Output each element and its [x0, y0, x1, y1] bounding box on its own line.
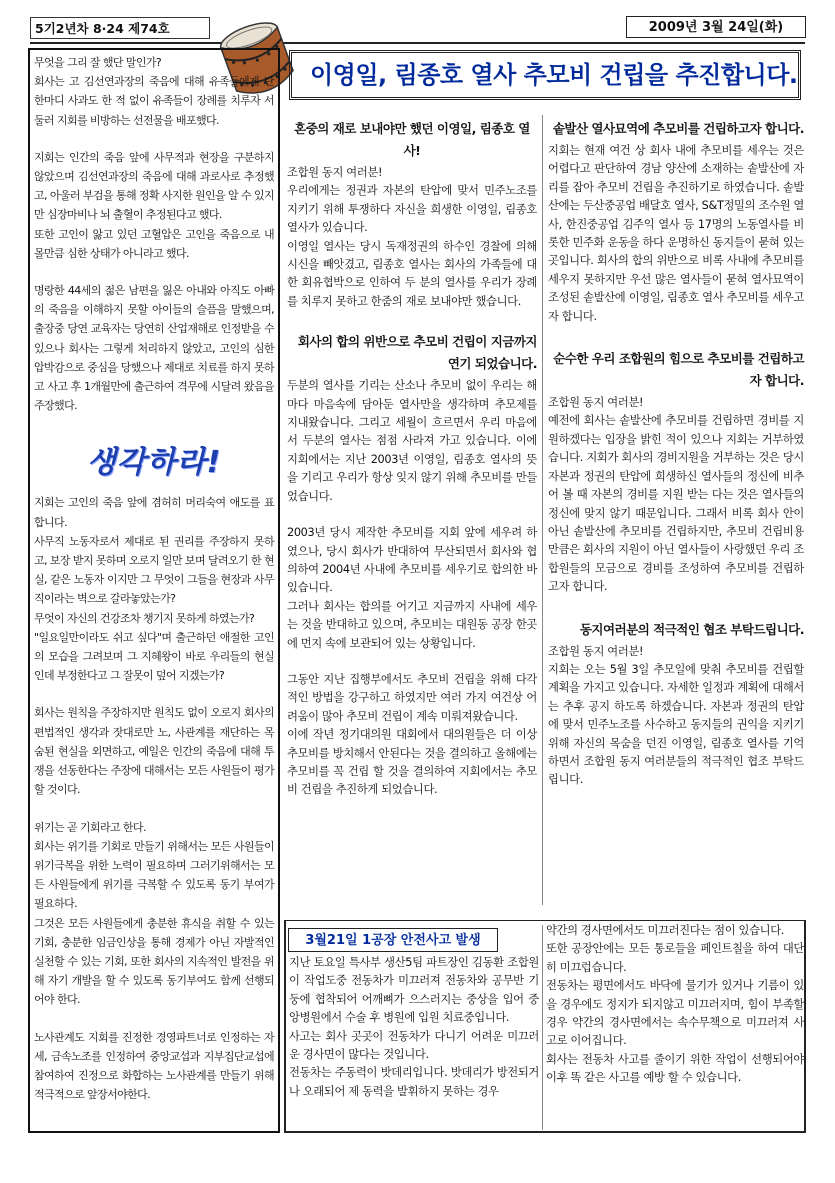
mid1-1: 우리에게는 정권과 자본의 탄압에 맞서 민주노조를 지키기 위해 투쟁하다 자신을 희생한 이영일, 림종호 열사가 있습니다. — [287, 184, 537, 235]
left-b-1: 사무직 노동자로서 제대로 된 권리를 주장하지 못하고, 보장 받지 못하며 오로지 일만 보며 달려오기 한 현실, 같은 노동자 이지만 그 무엇이 그들을 현장과 사무직이라는 벽으로 갈라놓았는가? — [34, 534, 274, 606]
left-b-7: 위기는 곧 기회라고 한다. — [34, 820, 146, 834]
think-banner: 생각하라! — [86, 445, 222, 481]
acc-right-0: 약간의 경사면에서도 미끄러진다는 점이 있습니다. — [546, 924, 785, 937]
left-column — [34, 53, 274, 1104]
right-heading-3: 동지여러분의 적극적인 협조 부탁드립니다. — [579, 621, 804, 637]
issue-date: 2009년 3월 24일(화) — [626, 16, 806, 38]
mid2-3: 그러나 회사는 합의를 어기고 지금까지 사내에 세우는 것을 반대하고 있으며, 추모비는 대원동 공장 한곳에 먼지 속에 보관되어 있는 상황입니다. — [287, 599, 537, 650]
left-paragraphs-a — [34, 53, 274, 415]
right-body-3 — [548, 643, 804, 790]
mid2-2: 2003년 당시 제작한 추모비를 지회 앞에 세우려 하였으나, 당시 회사가 반대하여 무산되면서 회사와 협의하여 2004년 사내에 추모비를 세우기로 합의한 바 있습니다. — [287, 526, 537, 595]
left-a-0: 무엇을 그리 잘 했단 말인가? — [34, 56, 162, 69]
left-a-3: 지회는 인간의 죽음 앞에 사무적과 현장을 구분하지 않았으며 김선연과장의 죽음에 대해 과로사로 추정했고, 아울러 부검을 통해 정확 사지한 원인을 알 수 있지만 심장마비나 뇌 출혈이 추정된다고 했다. — [34, 150, 274, 222]
left-b-5: 회사는 원칙을 주장하지만 원칙도 없이 오로지 회사의 편법적인 생각과 잣대로만 노, 사관계를 재단하는 목숨된 현실을 외면하고, 예일은 인간의 죽음에 대해 투쟁을 선동한다는 주장에 대해서는 모든 사원들이 평가 할 것이다. — [34, 706, 274, 797]
acc-left-2: 전동차는 주동력이 밧데리입니다. 밧데리가 방전되거나 오래되어 제 동력을 발휘하지 못하는 경우 — [289, 1066, 539, 1098]
middle-heading-2: 회사의 합의 위반으로 추모비 건립이 지금까지 연기 되었습니다. — [297, 334, 537, 372]
left-b-8: 회사는 위기를 기회로 만들기 위해서는 모든 사원들이 위기극복을 위한 노력이 필요하며 그러기위해서는 모든 사원들에게 위기를 극복할 수 있도록 동기 부여가 필요하다. — [34, 839, 274, 911]
accident-divider — [542, 925, 543, 1130]
accident-body-left — [289, 954, 539, 1101]
right-body-2 — [548, 394, 804, 596]
acc-left-0: 지난 토요일 특사부 생산5팀 파트장인 김동환 조합원이 작업도중 전동차가 미끄러져 전동차와 공무반 기둥에 협착되어 어깨뼈가 으스러지는 중상을 입어 중앙병원에서 수술 후 병원에 입원 치료중입니다. — [289, 956, 539, 1025]
left-b-0: 지회는 고인의 죽음 앞에 겸허히 머리숙여 애도를 표합니다. — [34, 496, 274, 529]
accident-body-right — [546, 922, 804, 1088]
left-b-9: 그것은 모든 사원들에게 충분한 휴식을 취할 수 있는 기회, 충분한 임금인상을 통해 경제가 아닌 자발적인 실천할 수 있는 기회, 또한 회사의 지속적인 발전을 위해 자기 개발을 할 수 있도록 동기부여도 함께 선행되어야 한다. — [34, 916, 274, 1007]
mid2-0: 두분의 열사를 기리는 산소나 추모비 없이 우리는 해마다 마음속에 담아둔 열사만을 생각하며 추모제를 지내왔습니다. 그리고 세월이 흐르면서 우리 마음에서 두분의 열사는 점점 사라져 가고 있습니다. 이에 지회에서는 지난 2003년 이영일, 림종호 열사의 뜻을 기리고 우리가 항상 잊지 않기 위해 추모비를 만들었습니다. — [287, 379, 537, 503]
right3-1: 지회는 오는 5월 3일 추모일에 맞춰 추모비를 건립할 계획을 가지고 있습니다. 자세한 일정과 계획에 대해서는 추후 공지 하도록 하겠습니다. 자본과 정권의 탄압에 맞서 민주노조를 사수하고 동지들의 권익을 지키기 위해 자신의 목숨을 던진 이영일, 림종호 열사를 기억하면서 조합원 동지 여러분들의 적극적인 협조 부탁드립니다. — [548, 662, 804, 787]
mid1-2: 이영일 열사는 당시 독재정권의 하수인 경찰에 의해 시신을 빼앗겼고, 림종호 열사는 회사의 가족들에 대한 회유협박으로 인하여 두 분의 열사를 우리가 장례를 치루지 못하고 한줌의 재로 보내야만 했습니다. — [287, 239, 537, 308]
issue-number: 5기2년차 8·24 제74호 — [30, 17, 210, 39]
right3-0: 조합원 동지 여러분! — [548, 644, 644, 658]
mid2-6: 이에 작년 정기대의원 대회에서 대의원들은 더 이상 추모비를 방치해서 안된다는 것을 결의하고 올해에는 추모비를 꼭 건립 할 것을 결의하여 지회에서는 추모비 건립을 추진하게 되었습니다. — [287, 728, 537, 797]
middle-body-1 — [287, 164, 537, 311]
left-paragraphs-b — [34, 493, 274, 1104]
masthead-rule — [30, 42, 805, 44]
left-a-6: 명랑한 44세의 젊은 남편을 잃은 아내와 아직도 아빠의 죽음을 이해하지 못할 아이들의 슬픔을 말했으며, 출장중 당연 교육자는 당연히 산업재해로 인정받을 수 있으나 회사는 그렇게 처리하지 않았고, 고인의 심한 압박감으로 중심을 당했으나 제대로 치료를 하지 못하고 사고 후 1개월만에 출근하여 격무에 시달려 왔음을 주장했다. — [34, 284, 274, 413]
right-heading-2: 순수한 우리 조합원의 힘으로 추모비를 건립하고자 합니다. — [553, 351, 804, 389]
acc-right-3: 회사는 전동차 사고를 줄이기 위한 작업이 선행되어야 이후 똑 같은 사고를 예방 할 수 있습니다. — [546, 1052, 804, 1085]
left-b-2: 무엇이 자신의 건강조차 챙기지 못하게 하였는가? — [34, 611, 255, 625]
middle-column — [287, 118, 537, 800]
right2-0: 조합원 동지 여러분! — [548, 396, 644, 410]
acc-left-1: 사고는 회사 곳곳이 전동차가 다니기 어려운 미끄러운 경사면이 많다는 것입니다. — [289, 1029, 539, 1062]
right-body-1 — [548, 142, 804, 326]
left-a-1: 회사는 고 김선연과장의 죽음에 대해 유족들에게 단 한마디 사과도 한 적 없이 유족들이 장례를 치루자 서둘러 지회를 비방하는 선전물을 배포했다. — [34, 75, 274, 127]
headline: 이영일, 림종호 열사 추모비 건립을 추진합니다. — [310, 61, 798, 89]
left-a-4: 또한 고인이 앓고 있던 고혈압은 고인을 죽음으로 내 몰만큼 심한 상태가 아니라고 했다. — [34, 227, 274, 260]
middle-heading-1: 혼중의 재로 보내야만 했던 이영일, 림종호 열사! — [294, 121, 530, 158]
left-b-3: "일요일만이라도 쉬고 싶다"며 출근하던 애절한 고인의 모습을 그려보며 그 지혜왕이 바로 우리들의 현실인데 부정한다고 그 잘못이 덮어 지겠는가? — [34, 630, 274, 683]
accident-title: 3월21일 1공장 안전사고 발생 — [288, 928, 498, 952]
right1-0: 지회는 현재 여건 상 회사 내에 추모비를 세우는 것은 어렵다고 판단하여 경남 양산에 소재하는 솥발산에 자리를 잡아 추모비 건립을 추진하기로 하였습니다. 솥발산에는 두산중공업 배달호 열사, S&T정밀의 조수원 열사, 한진중공업 김주익 열사 등 17명의 노동열사를 비롯한 민주화 운동을 하다 운명하신 동지들이 묻혀 있는 곳입니다. 회사의 합의 위반으로 비록 사내에 추모비를 세우지 못하지만 우선 많은 열사들이 묻혀 열사묘역이 조성된 솥발산에 이영일, 림종호 열사 추모비를 세우고자 합니다. — [548, 144, 804, 323]
right-heading-1: 솥발산 열사묘역에 추모비를 건립하고자 합니다. — [552, 121, 804, 136]
right2-1: 예전에 회사는 솥발산에 추모비를 건립하면 경비를 지원하겠다는 입장을 밝힌 적이 있으나 지회는 거부하였습니다. 지회가 회사의 경비지원을 거부하는 것은 당시 자본과 정권의 탄압에 희생하신 열사들의 정신에 비추어 볼 때 자본의 경비를 지원 받는 다는 것은 열사들의 정신에 맞지 않기 때문입니다. 그래서 비록 회사 안이 아닌 솥발산에 추모비를 건립하지만, 추모비 건립비용만큼은 회사의 지원이 아닌 열사들이 사랑했던 우리 조합원들의 모금으로 경비를 조성하여 추모비를 건립하고자 합니다. — [548, 414, 804, 594]
mid1-0: 조합원 동지 여러분! — [287, 166, 383, 179]
column-divider — [542, 115, 543, 905]
left-b-11: 노사관계도 지회를 진정한 경영파트너로 인정하는 자세, 금속노조를 인정하여 중앙교섭과 지부집단교섭에 참여하여 진정으로 화합하는 노사관계를 만들기 위해 적극적으로 앞장서야한다. — [34, 1030, 274, 1102]
right-column — [548, 118, 804, 790]
acc-right-1: 또한 공장안에는 모든 통로들을 페인트칠을 하여 대단히 미끄럽습니다. — [546, 942, 804, 974]
middle-body-2 — [287, 377, 537, 800]
acc-right-2: 전동차는 평면에서도 바닥에 물기가 있거나 기름이 있을 경우에도 정지가 되지않고 미끄러지며, 힘이 부족할 경우 약간의 경사면에서는 속수무책으로 미끄러져 사고로 이어집니다. — [546, 979, 804, 1048]
mid2-5: 그동안 지난 집행부에서도 추모비 건립을 위해 다각적인 방법을 강구하고 하였지만 여러 가지 여건상 어려움이 많아 추모비 건립이 계속 미뤄져왔습니다. — [287, 672, 537, 723]
